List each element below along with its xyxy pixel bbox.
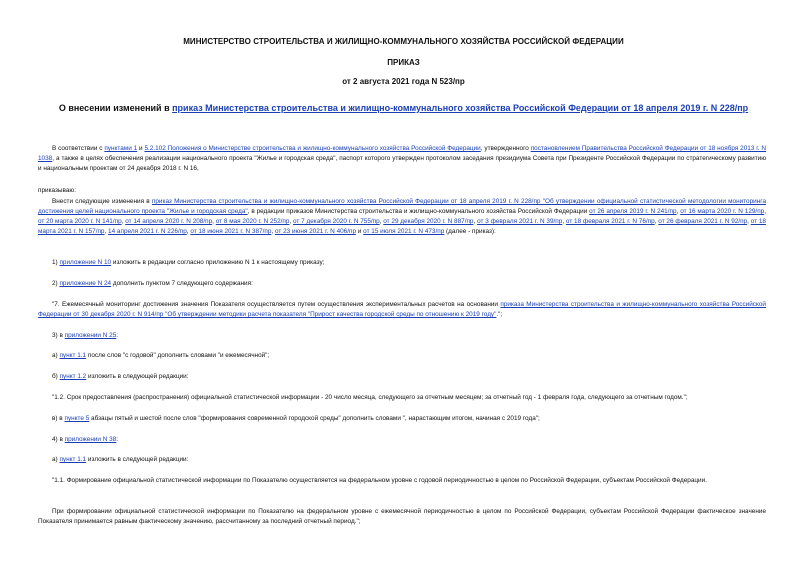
link-amending-order[interactable]: от 20 марта 2020 г. N 141/пр	[38, 218, 122, 225]
text-segment: 1)	[52, 259, 60, 266]
text-segment: (далее - приказ):	[444, 228, 496, 235]
paragraph-amendments	[38, 197, 766, 237]
link-appendix-38[interactable]: приложении N 38	[64, 436, 117, 443]
text-segment: дополнить пунктом 7 следующего содержания:	[111, 280, 253, 287]
link-amending-order[interactable]: от 16 марта 2020 г. N 129/пр	[680, 208, 765, 215]
item-3b	[38, 372, 766, 382]
text-segment: в) в	[52, 415, 65, 422]
text-segment: после слов "с годовой" дополнить словами "и ежемесячной";	[86, 352, 270, 359]
document-type: ПРИКАЗ	[387, 58, 420, 67]
text-segment: и	[137, 145, 145, 152]
link-amending-order[interactable]: от 18 марта 2021 г. N 157/пр	[38, 218, 766, 235]
link-point-5[interactable]: пункте 5	[64, 415, 90, 422]
item-3b-clause: "1.2. Срок предоставления (распространения) официальной статистической информации - 20 число месяца, следующего за отчетным месяцем; за отчетный год - 1 февраля года, следующего за отчетным годом.";	[52, 394, 688, 401]
text-segment: а)	[52, 352, 60, 359]
document-date-number: от 2 августа 2021 года N 523/пр	[342, 77, 465, 86]
text-segment: 2)	[52, 280, 60, 287]
item-4a-clause: "1.1. Формирование официальной статистической информации по Показателю осуществляется на федеральном уровне с годовой периодичностью в целом по Российской Федерации, субъектам Российской Федерации.	[52, 477, 707, 484]
text-segment: Внести следующие изменения в	[52, 198, 152, 205]
text-segment: изложить в следующей редакции:	[86, 373, 189, 380]
link-amending-order[interactable]: от 15 июля 2021 г. N 473/пр	[363, 228, 445, 235]
text-segment: "7. Ежемесячный мониторинг достижения значения Показателя осуществляется путем осуществления экспериментальных расчетов на основании	[52, 301, 501, 308]
text-segment: , в редакции приказов Министерства строительства и жилищно-коммунального хозяйства Российской Федерации	[247, 208, 590, 215]
item-3	[38, 331, 766, 341]
text-segment: абзацы пятый и шестой после слов "формирования современной городской среды" дополнить словами ", нарастающим итогом, начиная с 2019 года";	[89, 415, 540, 422]
link-regulation-points[interactable]: пунктами 1	[104, 145, 138, 152]
item-3c	[38, 414, 766, 424]
item-3a	[38, 351, 766, 361]
link-amending-order[interactable]: 14 апреля 2021 г. N 226/пр	[108, 228, 187, 235]
link-amending-order[interactable]: от 23 июня 2021 г. N 406/пр	[274, 228, 357, 235]
paragraph-order-word: приказываю:	[38, 187, 76, 194]
item-4	[38, 435, 766, 445]
link-appendix-10[interactable]: приложение N 10	[59, 259, 112, 266]
amending-orders-list: от 26 апреля 2019 г. N 241/пр, от 16 марта 2020 г. N 129/пр, от 20 марта 2020 г. N 141/пр, от 14 апреля 2020 г. N 208/пр, от 8 мая 2020 г. N 252/пр, от 7 декабря 2020 г. N 755/пр, от 29 декабря 2020 г. N 887/пр, от 3 февраля 2021 г. N 39/пр, от 18 февраля 2021 г. N 76/пр, от 26 февраля 2021 г. N 92/пр, от 18 марта 2021 г. N 157/пр, 14 апреля 2021 г. N 226/пр, от 18 июня 2021 г. N 387/пр, от 23 июня 2021 г. N 406/пр и от 15 июля 2021 г. N 473/пр	[38, 208, 766, 235]
item-2	[38, 279, 766, 289]
ministry-heading: МИНИСТЕРСТВО СТРОИТЕЛЬСТВА И ЖИЛИЩНО-КОММУНАЛЬНОГО ХОЗЯЙСТВА РОССИЙСКОЙ ФЕДЕРАЦИИ	[183, 37, 624, 46]
link-point-1-1[interactable]: пункт 1.1	[59, 352, 87, 359]
item-1	[38, 258, 766, 268]
text-segment: изложить в следующей редакции:	[86, 456, 189, 463]
link-amending-order[interactable]: от 7 декабря 2020 г. N 755/пр	[293, 218, 380, 225]
text-segment: :	[116, 436, 119, 443]
text-segment: изложить в редакции согласно приложению N 1 к настоящему приказу;	[111, 259, 325, 266]
link-point-1-2[interactable]: пункт 1.2	[59, 373, 87, 380]
paragraph-preamble	[38, 144, 766, 174]
item-4a-clause-continued: При формировании официальной статистической информации по Показателю на федеральном уровне с ежемесячной периодичностью в целом по Российской Федерации, субъектам Российской Федерации фактическое значение Показателя принимается равным фактическому значению, рассчитанному за последний отчетный период.";	[38, 508, 766, 525]
title-prefix: О внесении изменений в	[58, 103, 173, 113]
text-segment: В соответствии с	[52, 145, 105, 152]
link-amending-order[interactable]: от 18 февраля 2021 г. N 76/пр	[565, 218, 655, 225]
link-government-decree[interactable]: постановлением Правительства Российской Федерации от 18 ноября 2013 г. N 1038	[38, 145, 767, 162]
text-segment: .";	[496, 311, 503, 318]
item-2-clause-7	[38, 300, 766, 320]
link-regulation-clause[interactable]: 5.2.102 Положения о Министерстве строительства и жилищно-коммунального хозяйства Российской Федерации	[144, 145, 481, 152]
link-appendix-25[interactable]: приложении N 25	[64, 332, 117, 339]
text-segment: 3) в	[52, 332, 65, 339]
text-segment: а)	[52, 456, 60, 463]
link-amending-order[interactable]: от 3 февраля 2021 г. N 39/пр	[477, 218, 563, 225]
link-order-228[interactable]: приказ Министерства строительства и жилищно-коммунального хозяйства Российской Федерации от 18 апреля 2019 г. N 228/пр "Об утверждении официальной статистической методологии мониторинга достижения целей национального проекта "Жилье и городская среда"	[38, 198, 767, 215]
link-amending-order[interactable]: от 18 июня 2021 г. N 387/пр	[190, 228, 272, 235]
text-segment: , а также в целях обеспечения реализации национального проекта "Жилье и городская среда", паспорт которого утвержден протоколом заседания президиума Совета при Президенте Российской Федерации по стратегическому развитию и национальным проектам от 24 декабря 2018 г. N 16,	[38, 155, 766, 172]
link-amending-order[interactable]: от 29 декабря 2020 г. N 887/пр	[383, 218, 474, 225]
document-title	[0, 103, 807, 113]
text-segment: , утвержденного	[480, 145, 531, 152]
item-4a	[38, 455, 766, 465]
text-segment: б)	[52, 373, 60, 380]
text-segment: 4) в	[52, 436, 65, 443]
link-amending-order[interactable]: от 8 мая 2020 г. N 252/пр	[215, 218, 290, 225]
link-amending-order[interactable]: от 14 апреля 2020 г. N 208/пр	[125, 218, 213, 225]
title-link[interactable]: приказ Министерства строительства и жилищно-коммунального хозяйства Российской Федерации от 18 апреля 2019 г. N 228/пр	[172, 103, 749, 113]
link-appendix-24[interactable]: приложение N 24	[59, 280, 112, 287]
text-segment: :	[116, 332, 119, 339]
link-amending-order[interactable]: от 26 апреля 2019 г. N 241/пр	[589, 208, 677, 215]
link-amending-order[interactable]: от 26 февраля 2021 г. N 92/пр	[658, 218, 748, 225]
link-point-1-1-appendix-38[interactable]: пункт 1.1	[59, 456, 87, 463]
link-order-914[interactable]: приказа Министерства строительства и жилищно-коммунального хозяйства Российской Федерации от 30 декабря 2020 г. N 914/пр "Об утверждении методики расчета показателя "Прирост качества городской среды по отношению к 2019 году"	[38, 301, 766, 318]
